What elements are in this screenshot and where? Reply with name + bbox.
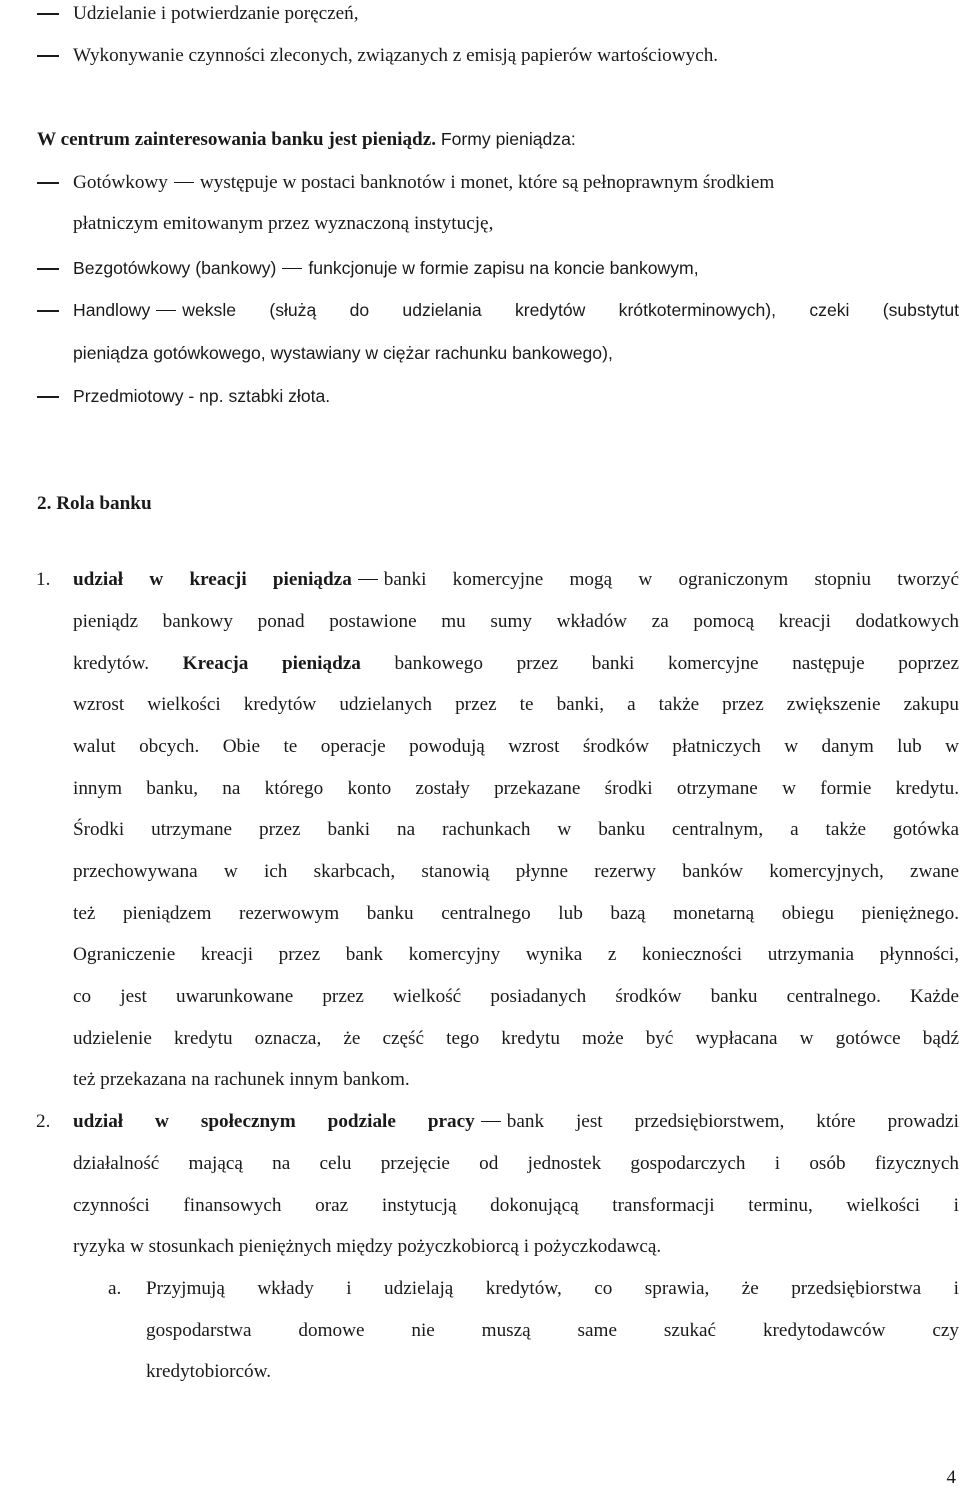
bullet-dash [37,182,59,184]
inline-dash [156,310,176,312]
form-term: Handlowy [73,300,151,320]
paragraph-line: Przyjmują wkłady i udzielają kredytów, co sprawia, że przedsiębiorstwa i [146,1278,959,1299]
paragraph-line: czynności finansowych oraz instytucją dokonującą transformacji terminu, wielkości i [73,1195,959,1216]
paragraph-line: działalność mającą na celu przejęcie od jednostek gospodarczych i osób fizycznych [73,1153,959,1174]
paragraph-line: udzielenie kredytu oznacza, że część tego kredytu może być wypłacana w gotówce bądź [73,1028,959,1049]
paragraph-line [73,568,959,592]
paragraph-line: ryzyka w stosunkach pieniężnych między pożyczkobiorcą i pożyczkodawcą. [73,1236,662,1257]
inline-dash [358,579,378,581]
list-item-continuation: płatniczym emitowanym przez wyznaczoną instytucję, [73,213,494,234]
list-item [73,171,774,195]
inline-dash [174,182,194,184]
form-term: Gotówkowy [73,172,168,193]
inline-dash [282,268,302,270]
bullet-dash [37,268,59,270]
text: bankowego przez banki komercyjne następuje poprzez [394,653,959,674]
item-number: 1. [36,569,51,590]
paragraph-line [73,652,959,676]
paragraph-line: Ograniczenie kreacji przez bank komercyjny wynika z konieczności utrzymania płynności, [73,944,959,965]
text: bank jest przedsiębiorstwem, które prowadzi [506,1111,959,1132]
bullet-dash [37,396,59,398]
form-term: Bezgotówkowy (bankowy) [73,258,277,278]
list-item [73,298,959,322]
paragraph-line: przechowywana w ich skarbcach, stanowią płynne rezerwy banków komercyjnych, zwane [73,861,959,882]
bold-term: udział w społecznym podziale pracy [73,1111,475,1132]
paragraph-line: wzrost wielkości kredytów udzielanych przez te banki, a także przez zwiększenie zakupu [73,694,959,715]
form-text: funkcjonuje w formie zapisu na koncie bankowym, [308,258,699,278]
text: banki komercyjne mogą w ograniczonym stopniu tworzyć [383,569,959,590]
list-item-continuation: pieniądza gotówkowego, wystawiany w ciężar rachunku bankowego), [73,343,613,363]
list-item: Udzielanie i potwierdzanie poręczeń, [73,3,359,24]
center-rest: Formy pieniądza: [440,129,576,149]
paragraph-line: kredytobiorców. [146,1361,272,1382]
sub-item-label: a. [108,1278,122,1299]
paragraph-line: innym banku, na którego konto zostały przekazane środki otrzymane w formie kredytu. [73,778,959,799]
paragraph-line [73,1110,959,1134]
bold-term: udział w kreacji pieniądza [73,569,352,590]
paragraph-line: też pieniądzem rezerwowym banku centralnego lub bazą monetarną obiegu pieniężnego. [73,903,959,924]
center-statement [37,127,576,152]
bullet-dash [37,55,59,57]
page-number: 4 [946,1467,956,1488]
paragraph-line: co jest uwarunkowane przez wielkość posiadanych środków banku centralnego. Każde [73,986,959,1007]
list-item: Wykonywanie czynności zleconych, związanych z emisją papierów wartościowych. [73,45,719,66]
bold-term: Kreacja pieniądza [182,653,361,674]
inline-dash [481,1121,501,1123]
paragraph-line: pieniądz bankowy ponad postawione mu sumy wkładów za pomocą kreacji dodatkowych [73,611,959,632]
paragraph-line: gospodarstwa domowe nie muszą same szukać kredytodawców czy [146,1320,959,1341]
center-bold: W centrum zainteresowania banku jest pieniądz. [37,129,437,150]
form-text: występuje w postaci banknotów i monet, które są pełnoprawnym środkiem [199,172,775,193]
item-number: 2. [36,1111,51,1132]
paragraph-line: też przekazana na rachunek innym bankom. [73,1069,410,1090]
bullet-dash [37,310,59,312]
text: kredytów. [73,653,150,674]
list-item [73,256,699,280]
bullet-dash [37,13,59,15]
paragraph-line: Środki utrzymane przez banki na rachunkach w banku centralnym, a także gotówka [73,819,959,840]
form-text: weksle (służą do udzielania kredytów krótkoterminowych), czeki (substytut [182,300,959,320]
list-item: Przedmiotowy - np. sztabki złota. [73,386,331,406]
paragraph-line: walut obcych. Obie te operacje powodują wzrost środków płatniczych w danym lub w [73,736,959,757]
section-heading: 2. Rola banku [37,493,152,514]
